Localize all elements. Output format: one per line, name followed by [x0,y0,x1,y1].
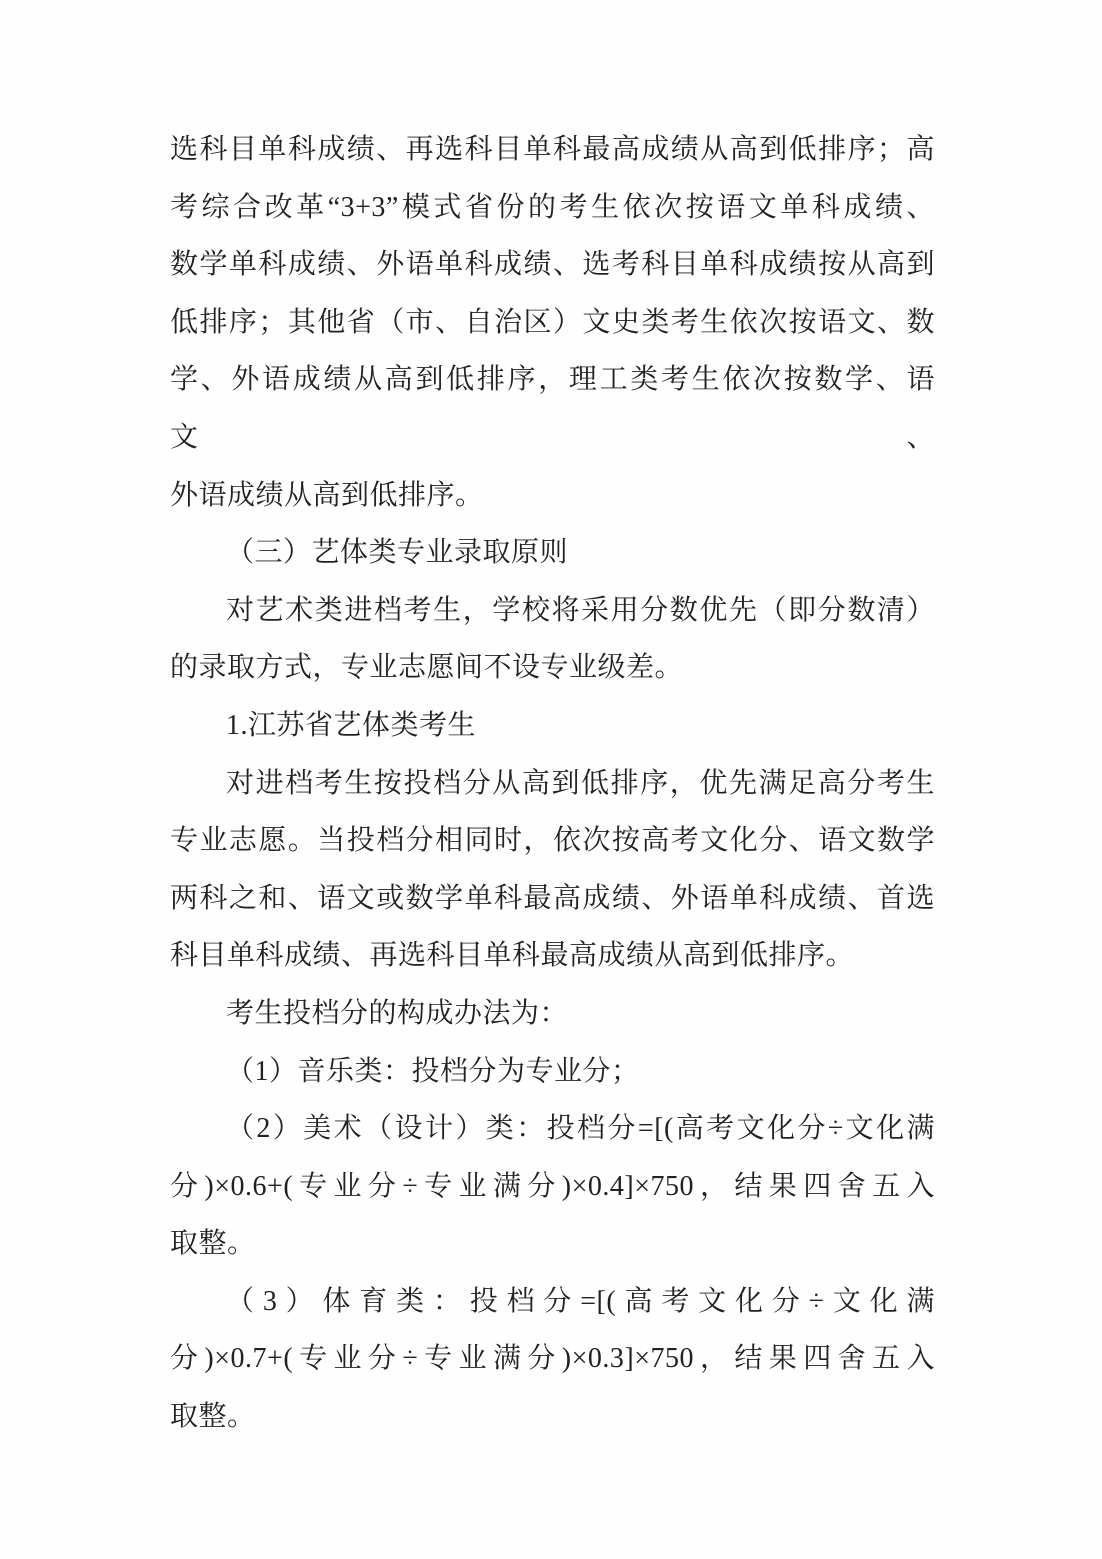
para-score-ranking-line: 数学单科成绩、外语单科成绩、选考科目单科成绩按从高到 [170,249,935,281]
para-jiangsu-ranking-line: 两科之和、语文或数学单科最高成绩、外语单科成绩、首选 [170,882,935,914]
heading-jiangsu-candidates: 1.江苏省艺体类考生 [226,709,477,741]
para-jiangsu-ranking-line: 对进档考生按投档分从高到低排序，优先满足高分考生 [226,767,935,799]
para-art-score-priority-line: 对艺术类进档考生，学校将采用分数优先（即分数清） [226,594,935,626]
item-fine-arts-formula-line: 取整。 [170,1228,256,1260]
para-score-ranking-line: 学、外语成绩从高到低排序，理工类考生依次按数学、语文、 [170,364,935,453]
heading-art-sports-admission-rules: （三）艺体类专业录取原则 [226,537,569,569]
para-score-ranking-line: 考综合改革“3+3”模式省份的考生依次按语文单科成绩、 [170,191,935,223]
para-art-score-priority-line: 的录取方式，专业志愿间不设专业级差。 [170,652,684,684]
item-fine-arts-formula-line: 分)×0.6+(专业分÷专业满分)×0.4]×750，结果四舍五入 [170,1170,935,1202]
para-score-ranking-line: 选科目单科成绩、再选科目单科最高成绩从高到低排序；高 [170,134,935,165]
item-pe-formula-line: 分)×0.7+(专业分÷专业满分)×0.3]×750，结果四舍五入 [170,1343,935,1375]
para-score-ranking-line: 低排序；其他省（市、自治区）文史类考生依次按语文、数 [170,306,935,338]
item-pe-formula-line: （3）体育类：投档分=[(高考文化分÷文化满 [226,1285,935,1317]
para-jiangsu-ranking-line: 科目单科成绩、再选科目单科最高成绩从高到低排序。 [170,940,855,972]
item-music-formula: （1）音乐类：投档分为专业分； [226,1055,640,1087]
item-fine-arts-formula-line: （2）美术（设计）类：投档分=[(高考文化分÷文化满 [226,1113,935,1145]
para-score-ranking-line: 外语成绩从高到低排序。 [170,479,484,511]
para-score-composition-intro: 考生投档分的构成办法为： [226,997,569,1029]
item-pe-formula-line: 取整。 [170,1401,256,1433]
para-jiangsu-ranking-line: 专业志愿。当投档分相同时，依次按高考文化分、语文数学 [170,825,935,857]
